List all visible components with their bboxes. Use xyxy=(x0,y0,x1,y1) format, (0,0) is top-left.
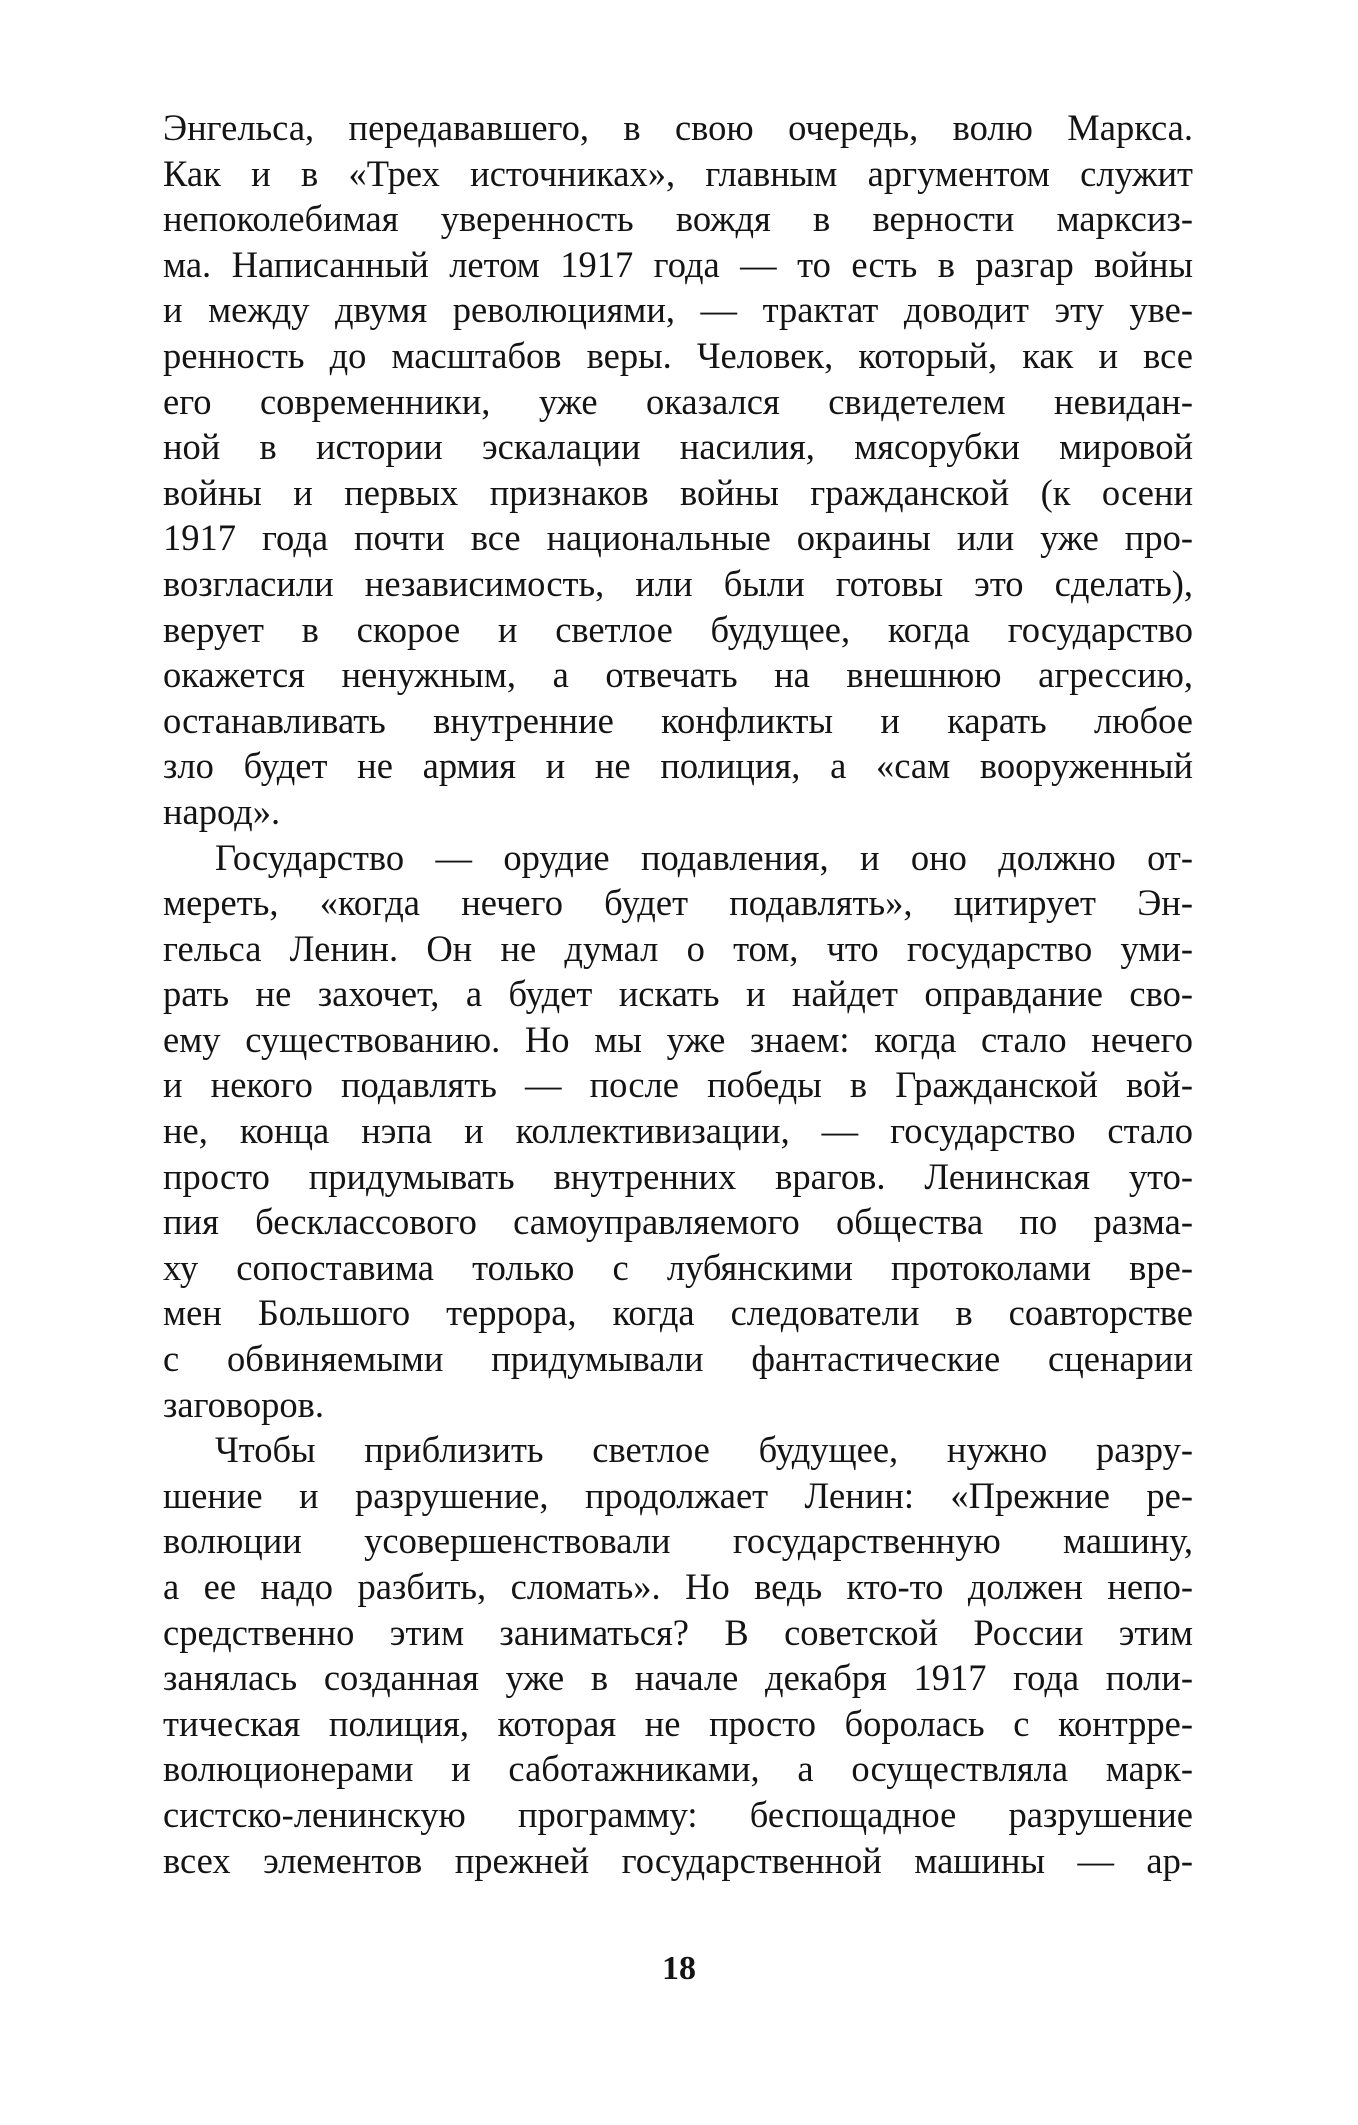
text-line: заговоров. xyxy=(163,1383,325,1425)
text-line: просто придумывать внутренних врагов. Ленинская уто- xyxy=(163,1155,1193,1197)
text-line: гельса Ленин. Он не думал о том, что государство уми- xyxy=(163,927,1193,969)
text-line: мереть, «когда нечего будет подавлять», цитирует Эн- xyxy=(163,882,1193,924)
text-line: окажется ненужным, а отвечать на внешнюю агрессию, xyxy=(163,654,1193,696)
text-line: тическая полиция, которая не просто боролась с контрре- xyxy=(163,1702,1193,1744)
text-line: Как и в «Трех источниках», главным аргументом служит xyxy=(163,152,1193,194)
text-line: войны и первых признаков войны гражданской (к осени xyxy=(163,471,1193,513)
page-number: 18 xyxy=(662,1950,696,1987)
text-line: всех элементов прежней государственной машины — ар- xyxy=(163,1839,1193,1881)
text-line: шение и разрушение, продолжает Ленин: «Прежние ре- xyxy=(163,1474,1193,1516)
text-line: и между двумя революциями, — трактат доводит эту уве- xyxy=(163,289,1193,331)
text-line: средственно этим заниматься? В советской России этим xyxy=(163,1611,1193,1653)
text-line: его современники, уже оказался свидетелем невидан- xyxy=(163,380,1193,422)
text-line: ему существованию. Но мы уже знаем: когда стало нечего xyxy=(163,1018,1193,1060)
text-line: народ». xyxy=(163,790,281,832)
text-line: волюции усовершенствовали государственную машину, xyxy=(163,1520,1193,1562)
text-line: а ее надо разбить, сломать». Но ведь кто-то должен непо- xyxy=(163,1566,1193,1607)
text-line: с обвиняемыми придумывали фантастические сценарии xyxy=(163,1338,1193,1380)
text-line: рать не захочет, а будет искать и найдет оправдание сво- xyxy=(163,973,1193,1015)
text-line: Государство — орудие подавления, и оно должно от- xyxy=(215,836,1193,878)
text-line: верует в скорое и светлое будущее, когда государство xyxy=(163,608,1193,650)
text-line: и некого подавлять — после победы в Гражданской вой- xyxy=(163,1064,1193,1106)
text-line: пия бесклассового самоуправляемого общества по разма- xyxy=(163,1201,1193,1243)
text-line: ху сопоставима только с лубянскими протоколами вре- xyxy=(163,1246,1193,1288)
text-line: мен Большого террора, когда следователи в соавторстве xyxy=(163,1292,1193,1334)
text-line: систско-ленинскую программу: беспощадное разрушение xyxy=(163,1793,1193,1835)
text-line: ренность до масштабов веры. Человек, который, как и все xyxy=(163,334,1193,376)
text-line: останавливать внутренние конфликты и карать любое xyxy=(163,699,1193,741)
text-line: Чтобы приблизить светлое будущее, нужно разру- xyxy=(215,1429,1193,1471)
text-line: Энгельса, передававшего, в свою очередь, волю Маркса. xyxy=(163,107,1193,148)
text-line: непоколебимая уверенность вождя в верности марксиз- xyxy=(163,198,1193,240)
text-line: ной в истории эскалации насилия, мясорубки мировой xyxy=(163,426,1193,468)
text-line: возгласили независимость, или были готовы это сделать), xyxy=(163,562,1193,604)
text-line: ма. Написанный летом 1917 года — то есть в разгар войны xyxy=(163,243,1193,285)
text-line: занялась созданная уже в начале декабря 1917 года поли- xyxy=(163,1657,1193,1699)
body-text xyxy=(163,105,1193,1883)
text-line: волюционерами и саботажниками, а осуществляла марк- xyxy=(163,1748,1193,1790)
text-line: зло будет не армия и не полиция, а «сам вооруженный xyxy=(163,745,1193,787)
text-line: 1917 года почти все национальные окраины или уже про- xyxy=(163,517,1193,559)
text-line: не, конца нэпа и коллективизации, — государство стало xyxy=(163,1110,1193,1152)
